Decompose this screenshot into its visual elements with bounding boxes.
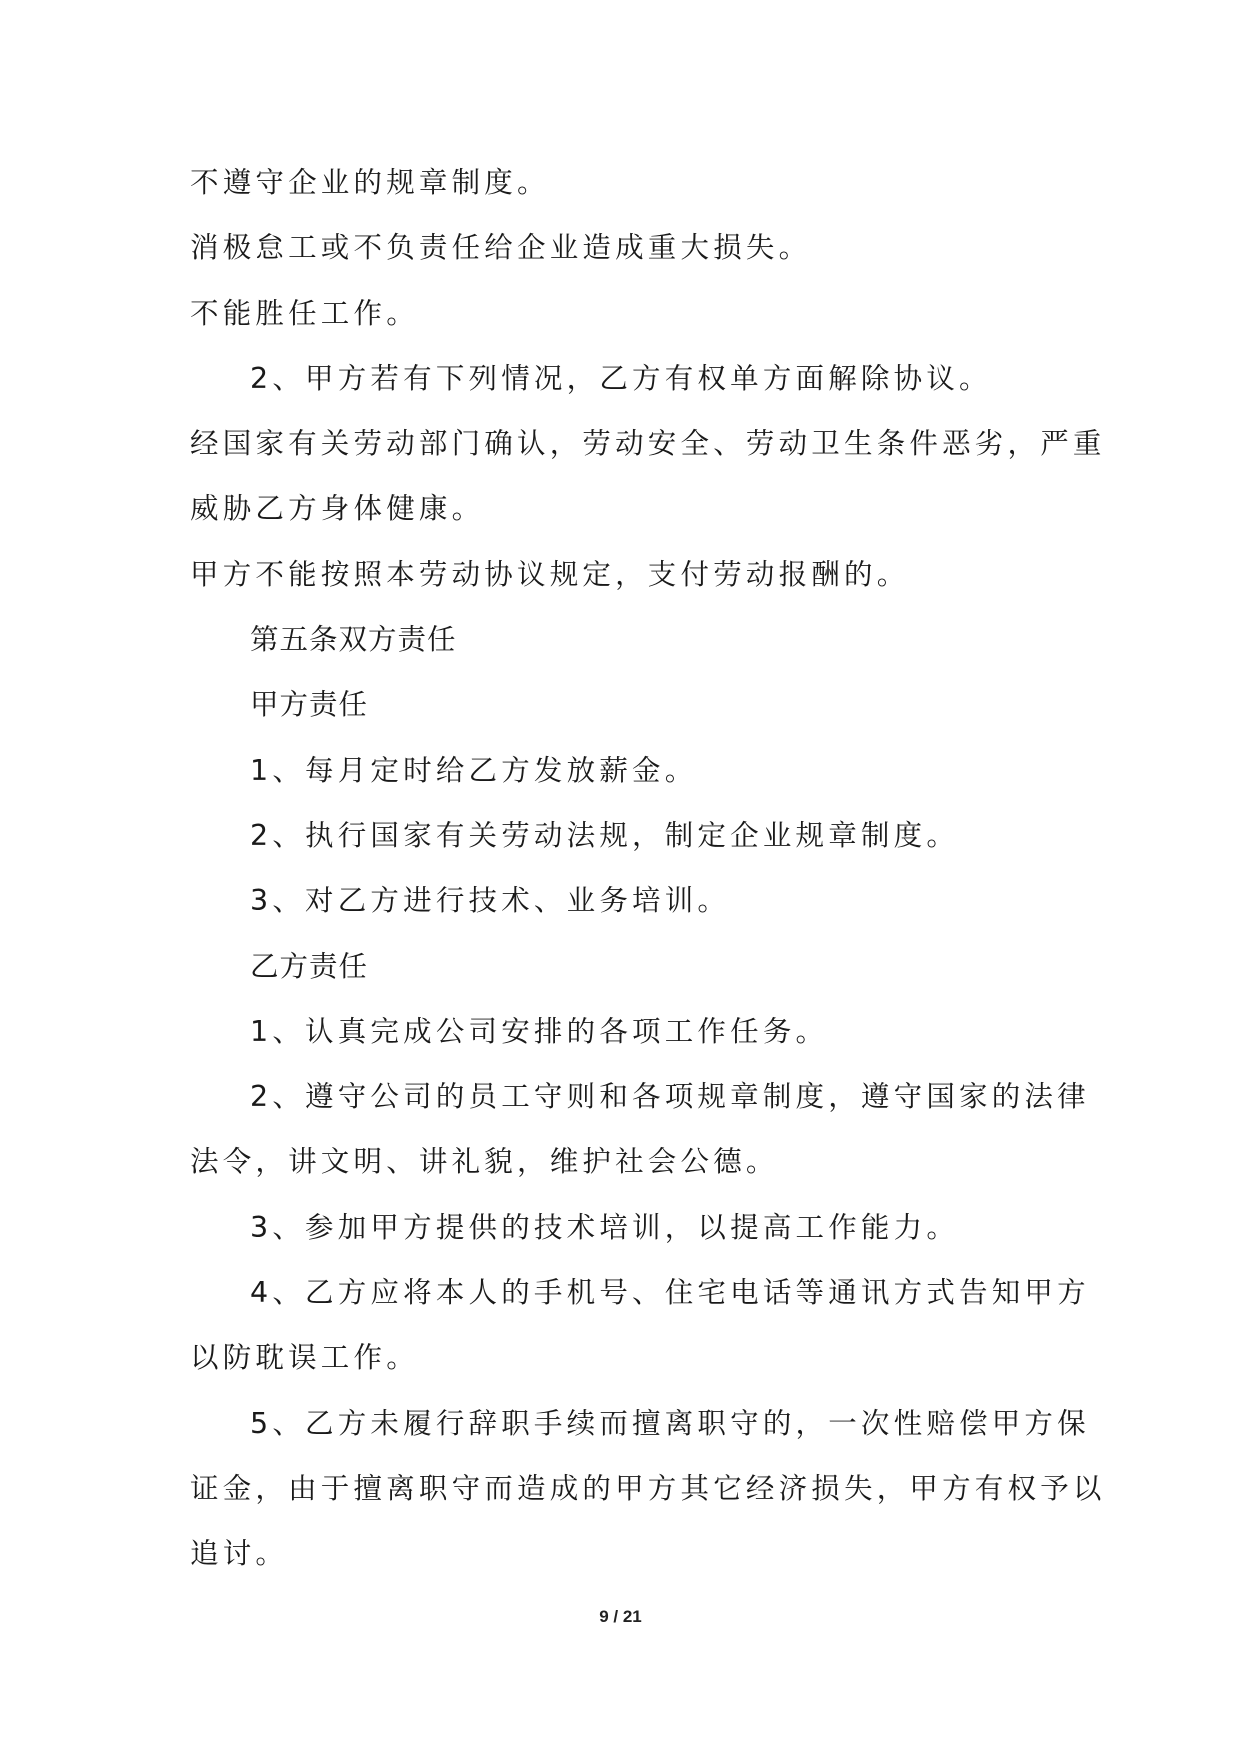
text-line: 2、执行国家有关劳动法规，制定企业规章制度。 xyxy=(250,818,960,852)
text-line: 5、乙方未履行辞职手续而擅离职守的，一次性赔偿甲方保 xyxy=(250,1406,1090,1440)
section-heading: 甲方责任 xyxy=(250,688,369,722)
text-line: 4、乙方应将本人的手机号、住宅电话等通讯方式告知甲方 xyxy=(250,1276,1090,1310)
text-line: 2、遵守公司的员工守则和各项规章制度，遵守国家的法律 xyxy=(250,1080,1090,1114)
text-line: 经国家有关劳动部门确认，劳动安全、劳动卫生条件恶劣，严重 xyxy=(190,427,1106,461)
section-heading: 第五条双方责任 xyxy=(250,623,457,657)
text-line: 不遵守企业的规章制度。 xyxy=(190,166,550,199)
page-number: 9 / 21 xyxy=(599,1607,642,1626)
text-line: 追讨。 xyxy=(190,1537,289,1571)
text-line: 以防耽误工作。 xyxy=(190,1341,419,1375)
text-line: 消极怠工或不负责任给企业造成重大损失。 xyxy=(190,231,812,265)
document-body xyxy=(190,150,1106,1587)
section-heading: 乙方责任 xyxy=(250,949,369,983)
text-line: 法令，讲文明、讲礼貌，维护社会公德。 xyxy=(190,1145,779,1179)
text-line: 2、甲方若有下列情况，乙方有权单方面解除协议。 xyxy=(250,361,992,395)
text-line: 证金，由于擅离职守而造成的甲方其它经济损失，甲方有权予以 xyxy=(190,1471,1106,1505)
text-line: 1、每月定时给乙方发放薪金。 xyxy=(250,753,698,787)
text-line: 3、参加甲方提供的技术培训，以提高工作能力。 xyxy=(250,1210,960,1244)
text-line: 威胁乙方身体健康。 xyxy=(190,492,485,526)
text-line: 甲方不能按照本劳动协议规定，支付劳动报酬的。 xyxy=(190,557,910,591)
text-line: 1、认真完成公司安排的各项工作任务。 xyxy=(250,1014,829,1048)
text-line: 3、对乙方进行技术、业务培训。 xyxy=(250,884,731,918)
text-line: 不能胜任工作。 xyxy=(190,296,419,330)
